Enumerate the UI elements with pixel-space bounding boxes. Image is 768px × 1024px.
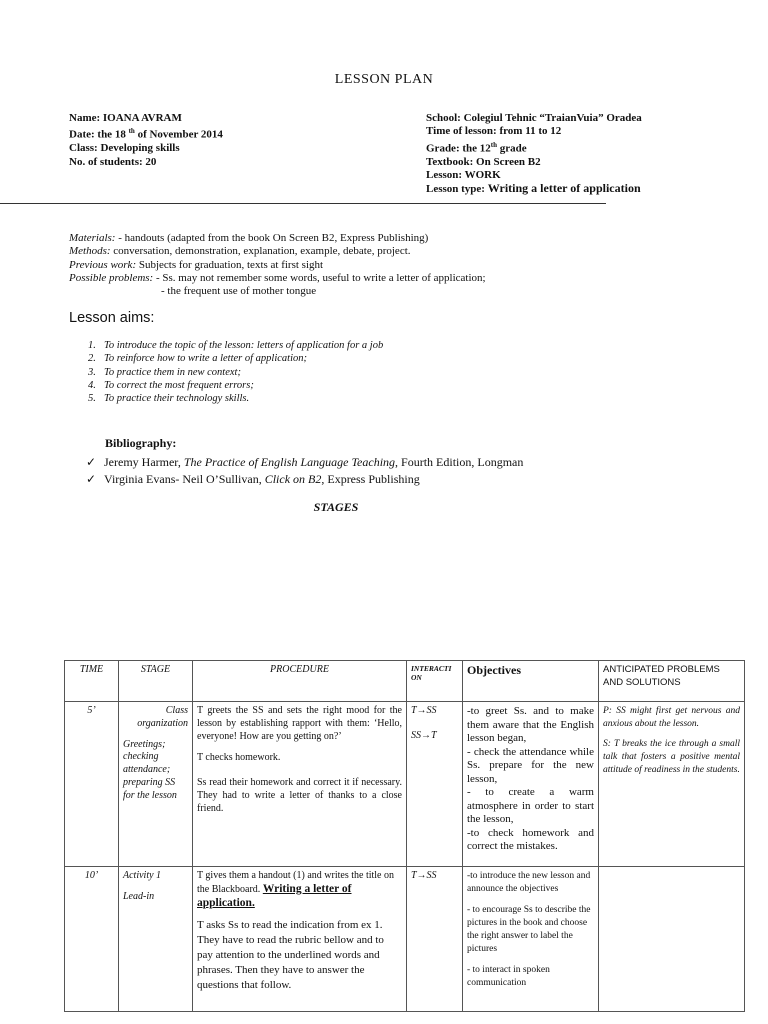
- table-header-row: [65, 661, 745, 702]
- cell-stage: Class organization Greetings; checking attendance; preparing SS for the lesson: [119, 702, 193, 867]
- methods-line: Methods: conversation, demonstration, explanation, example, debate, project.: [69, 245, 411, 258]
- class-line: Class: Developing skills: [69, 142, 180, 155]
- col-header-stage: STAGE: [119, 661, 193, 702]
- cell-interaction: T→SS SS→T: [407, 702, 463, 867]
- bibliography-list: [86, 454, 523, 488]
- lesson-aims-list: [88, 339, 383, 405]
- aim-item: 1. To introduce the topic of the lesson: letters of application for a job: [88, 340, 384, 351]
- bibliography-item: ✓ Jeremy Harmer, The Practice of English Language Teaching, Fourth Edition, Longman: [86, 455, 524, 469]
- date-line: Date: the 18 $^{th}$ of November 2014: [69, 127, 223, 141]
- name-line: Name: IOANA AVRAM: [69, 112, 182, 124]
- school-line: School: Colegiul Tehnic “TraianVuia” Oradea: [426, 112, 642, 124]
- cell-objectives: -to greet Ss. and to make them aware that the English lesson began, - check the attendance while Ss. prepare for the new lesson, - to create a warm atmosphere in order to start the lesson, -to check homework and correct the mistakes.: [463, 702, 599, 867]
- table-row: [65, 702, 745, 867]
- cell-objectives: -to introduce the new lesson and announce the objectives - to encourage Ss to describe the pictures in the book and choose the right answer to label the pictures - to interact in spoken communication: [463, 867, 599, 1012]
- checkmark-icon: ✓: [86, 472, 97, 486]
- grade-line: Grade: the 12th grade: [426, 140, 527, 155]
- possible-problems-line: Possible problems: - Ss. may not remember some words, useful to write a letter of application;: [69, 271, 486, 284]
- header-right: [426, 112, 642, 196]
- cell-stage: Activity 1 Lead-in: [119, 867, 193, 1012]
- lesson-type-line: Lesson type: Writing a letter of application: [426, 181, 641, 196]
- materials-line: Materials: - handouts (adapted from the book On Screen B2, Express Publishing): [69, 232, 429, 244]
- cell-anticipated: P: SS might first get nervous and anxious about the lesson. S: T breaks the ice through a small talk that fosters a positive mental attitude of readiness in the students.: [599, 702, 745, 867]
- previous-work-line: Previous work: Subjects for graduation, texts at first sight: [69, 258, 324, 271]
- lesson-aims-heading: Lesson aims:: [69, 310, 155, 326]
- time-line: Time of lesson: from 11 to 12: [426, 125, 562, 138]
- possible-problems-line-2: - the frequent use of mother tongue: [161, 285, 317, 298]
- lesson-line: Lesson: WORK: [426, 168, 501, 181]
- bibliography-item: ✓ Virginia Evans- Neil O’Sullivan, Click on B2, Express Publishing: [86, 472, 420, 486]
- stages-table: [64, 660, 745, 1012]
- col-header-objectives: Objectives: [463, 661, 599, 702]
- cell-anticipated: [599, 867, 745, 1012]
- divider: [0, 203, 606, 204]
- textbook-line: Textbook: On Screen B2: [426, 155, 541, 168]
- cell-time: 10’: [65, 867, 119, 1012]
- col-header-time: TIME: [65, 661, 119, 702]
- cell-procedure: T gives them a handout (1) and writes the title on the Blackboard. Writing a letter of application. T asks Ss to read the indication from ex 1. They have to read the rubric bellow and to pay attention to the underlined words and phrases. Then they have to answer the questions that follow.: [193, 867, 407, 1012]
- col-header-interaction: INTERACTI ON: [407, 661, 463, 702]
- stages-heading: STAGES: [313, 500, 359, 514]
- col-header-procedure: PROCEDURE: [193, 661, 407, 702]
- cell-procedure: T greets the SS and sets the right mood for the lesson by establishing rapport with them: ‘Hello, everyone! How are you getting on?’ T checks homework. Ss read their homework and correct it if necessary. They had to write a letter of thanks to a close friend.: [193, 702, 407, 867]
- aim-item: 2. To reinforce how to write a letter of application;: [88, 353, 307, 365]
- cell-time: 5’: [65, 702, 119, 867]
- header-left: [69, 112, 223, 169]
- cell-interaction: T→SS: [407, 867, 463, 1012]
- aim-item: 4. To correct the most frequent errors;: [88, 379, 254, 391]
- aim-item: 5. To practice their technology skills.: [88, 393, 250, 405]
- students-line: No. of students: 20: [69, 155, 157, 168]
- checkmark-icon: ✓: [86, 455, 97, 469]
- table-row: [65, 867, 745, 1012]
- aim-item: 3. To practice them in new context;: [88, 366, 241, 378]
- col-header-anticipated: ANTICIPATED PROBLEMS AND SOLUTIONS: [599, 661, 745, 702]
- page-title: LESSON PLAN: [334, 72, 434, 87]
- bibliography-heading: Bibliography:: [105, 436, 177, 450]
- materials-block: [69, 232, 486, 298]
